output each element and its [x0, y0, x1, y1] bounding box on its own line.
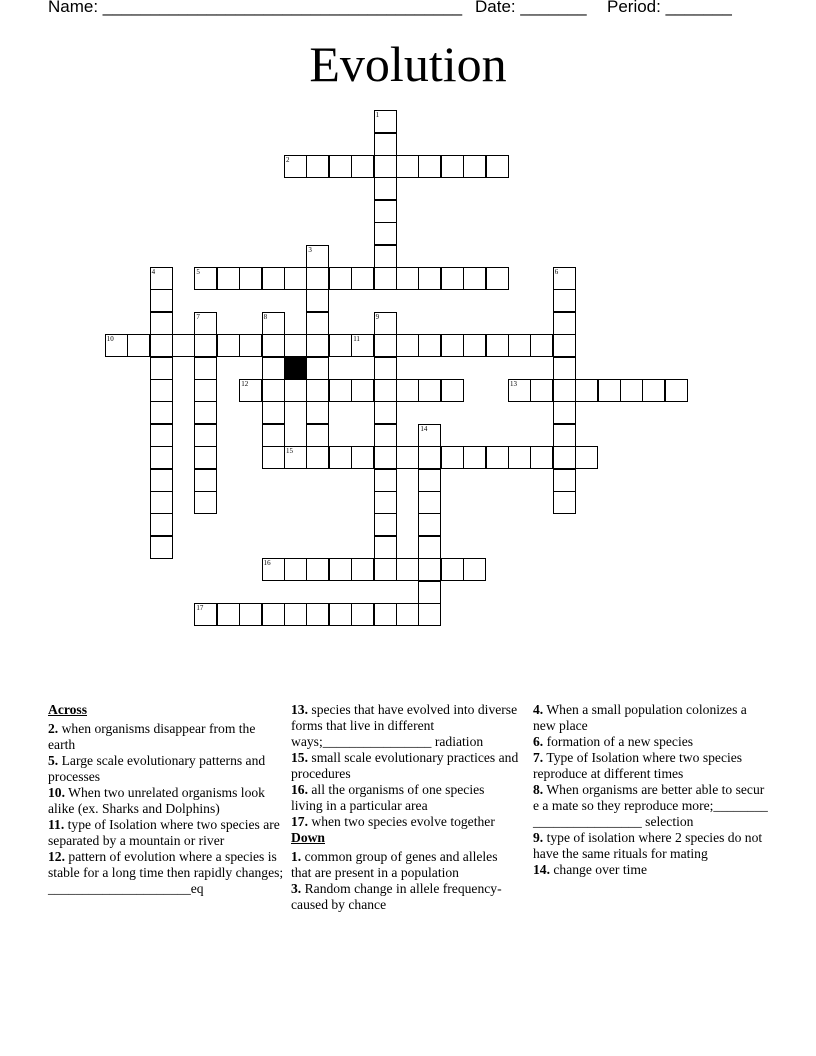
grid-cell[interactable]: [194, 312, 217, 335]
grid-cell[interactable]: [194, 379, 217, 402]
clue-down-4: [533, 702, 769, 734]
grid-cell[interactable]: [553, 469, 576, 492]
grid-cell[interactable]: [262, 603, 285, 626]
grid-cell[interactable]: [262, 379, 285, 402]
clue-number: 9.: [533, 830, 544, 845]
grid-cell[interactable]: [306, 334, 329, 357]
grid-cell[interactable]: [508, 446, 531, 469]
grid-cell[interactable]: [374, 379, 397, 402]
grid-cell[interactable]: [463, 334, 486, 357]
grid-cell[interactable]: [351, 267, 374, 290]
date-field[interactable]: Date: _______: [475, 0, 587, 16]
grid-cell[interactable]: [530, 334, 553, 357]
clue-across-5: [48, 753, 284, 785]
grid-cell[interactable]: [374, 603, 397, 626]
clue-text: When organisms are better able to secure a mate so they reproduce more;________________________ selection: [533, 782, 768, 829]
grid-cell[interactable]: [374, 312, 397, 335]
across-clues-column-2: [291, 702, 519, 913]
grid-cell[interactable]: [620, 379, 643, 402]
grid-cell[interactable]: [508, 334, 531, 357]
grid-cell[interactable]: [486, 155, 509, 178]
grid-cell[interactable]: [351, 558, 374, 581]
clue-number-label: 17: [196, 604, 204, 612]
grid-cell[interactable]: [441, 155, 464, 178]
grid-cell[interactable]: [262, 312, 285, 335]
clue-number-label: 6: [554, 268, 559, 276]
grid-cell[interactable]: [306, 379, 329, 402]
clue-text: pattern of evolution where a species is stable for a long time then rapidly changes;_____________________eq: [48, 849, 284, 896]
clue-text: change over time: [550, 862, 648, 877]
grid-cell[interactable]: [329, 446, 352, 469]
clue-number-label: 4: [151, 268, 156, 276]
clue-number: 7.: [533, 750, 544, 765]
grid-cell[interactable]: [418, 581, 441, 604]
clue-across-16: [291, 782, 519, 814]
grid-cell[interactable]: [463, 267, 486, 290]
clue-number-label: 8: [263, 312, 268, 321]
clue-text: type of Isolation where two species are separated by a mountain or river: [48, 817, 280, 848]
clue-text: When two unrelated organisms look alike (ex. Sharks and Dolphins): [48, 785, 265, 816]
clue-text: formation of a new species: [543, 734, 694, 749]
clue-number: 6.: [533, 734, 544, 749]
grid-cell[interactable]: [418, 513, 441, 536]
grid-cell[interactable]: [262, 401, 285, 424]
grid-cell[interactable]: [262, 558, 285, 581]
clue-across-10: [48, 785, 284, 817]
grid-cell[interactable]: [418, 558, 441, 581]
grid-cell[interactable]: [284, 155, 307, 178]
grid-cell[interactable]: [262, 357, 285, 380]
clue-across-17: [291, 814, 519, 830]
grid-cell[interactable]: [284, 267, 307, 290]
grid-cell[interactable]: [306, 401, 329, 424]
grid-cell[interactable]: [374, 513, 397, 536]
grid-cell[interactable]: [396, 267, 419, 290]
grid-cell[interactable]: [374, 222, 397, 245]
grid-cell[interactable]: [374, 446, 397, 469]
grid-cell[interactable]: [486, 267, 509, 290]
clue-across-2: [48, 721, 284, 753]
grid-cell[interactable]: [239, 267, 262, 290]
grid-cell[interactable]: [486, 446, 509, 469]
grid-cell[interactable]: [374, 334, 397, 357]
clue-number-label: 11: [353, 335, 360, 344]
grid-cell[interactable]: [284, 603, 307, 626]
grid-cell[interactable]: [463, 558, 486, 581]
grid-cell[interactable]: [239, 334, 262, 357]
grid-cell[interactable]: [553, 267, 576, 290]
clue-number: 4.: [533, 702, 544, 717]
black-cell: [284, 357, 307, 380]
grid-cell[interactable]: [374, 133, 397, 156]
clue-text: when organisms disappear from the earth: [48, 721, 256, 752]
grid-cell[interactable]: [351, 334, 374, 357]
grid-cell[interactable]: [396, 155, 419, 178]
clue-text: when two species evolve together: [308, 814, 495, 829]
grid-cell[interactable]: [553, 312, 576, 335]
grid-cell[interactable]: [150, 446, 173, 469]
grid-cell[interactable]: [441, 379, 464, 402]
grid-cell[interactable]: [150, 424, 173, 447]
clue-number-label: 1: [375, 111, 380, 120]
grid-cell[interactable]: [306, 312, 329, 335]
grid-cell[interactable]: [329, 379, 352, 402]
grid-cell[interactable]: [553, 446, 576, 469]
page-title: Evolution: [309, 36, 507, 92]
clue-across-15: [291, 750, 519, 782]
clue-number-label: 2: [286, 156, 290, 164]
grid-cell[interactable]: [217, 267, 240, 290]
grid-cell[interactable]: [418, 155, 441, 178]
grid-cell[interactable]: [284, 446, 307, 469]
down-clues-column: [533, 702, 769, 878]
down-heading: Down: [291, 830, 325, 845]
grid-cell[interactable]: [374, 245, 397, 268]
grid-cell[interactable]: [194, 334, 217, 357]
grid-cell[interactable]: [351, 603, 374, 626]
grid-cell[interactable]: [194, 401, 217, 424]
grid-cell[interactable]: [441, 334, 464, 357]
grid-cell[interactable]: [553, 401, 576, 424]
grid-cell[interactable]: [374, 491, 397, 514]
clue-number-label: 15: [286, 447, 293, 456]
grid-cell[interactable]: [374, 357, 397, 380]
clue-number-label: 7: [196, 312, 200, 321]
grid-cell[interactable]: [374, 558, 397, 581]
grid-cell[interactable]: [150, 267, 173, 290]
clue-down-6: [533, 734, 769, 750]
grid-cell[interactable]: [441, 446, 464, 469]
clue-text: species that have evolved into diverse forms that live in different ways;________________ radiation: [291, 702, 518, 749]
grid-cell[interactable]: [284, 334, 307, 357]
clue-down-1: [291, 849, 519, 881]
grid-cell[interactable]: [262, 267, 285, 290]
clue-number-label: 16: [263, 559, 271, 568]
grid-cell[interactable]: [127, 334, 150, 357]
grid-cell[interactable]: [329, 267, 352, 290]
clue-text: Type of Isolation where two species reproduce at different times: [533, 750, 743, 781]
grid-cell[interactable]: [598, 379, 621, 402]
grid-cell[interactable]: [217, 603, 240, 626]
grid-cell[interactable]: [374, 155, 397, 178]
grid-cell[interactable]: [306, 267, 329, 290]
clue-text: When a small population colonizes a new place: [533, 702, 747, 733]
grid-cell[interactable]: [194, 357, 217, 380]
grid-cell[interactable]: [329, 603, 352, 626]
grid-cell[interactable]: [306, 289, 329, 312]
grid-cell[interactable]: [105, 334, 128, 357]
grid-cell[interactable]: [306, 446, 329, 469]
grid-cell[interactable]: [374, 401, 397, 424]
grid-cell[interactable]: [374, 267, 397, 290]
clue-down-8: [533, 782, 769, 830]
grid-cell[interactable]: [508, 379, 531, 402]
clue-number: 3.: [291, 881, 302, 896]
grid-cell[interactable]: [396, 379, 419, 402]
grid-cell[interactable]: [553, 424, 576, 447]
clue-text: Random change in allele frequency- caused by chance: [291, 881, 502, 912]
grid-cell[interactable]: [172, 334, 195, 357]
grid-cell[interactable]: [530, 379, 553, 402]
across-clues-column: [48, 702, 284, 897]
clue-number-label: 14: [420, 424, 428, 433]
grid-cell[interactable]: [553, 289, 576, 312]
clue-number-label: 12: [241, 380, 249, 388]
grid-cell[interactable]: [441, 267, 464, 290]
clue-down-7: [533, 750, 769, 782]
grid-cell[interactable]: [553, 334, 576, 357]
grid-cell[interactable]: [418, 424, 441, 447]
grid-cell[interactable]: [306, 245, 329, 268]
clue-number: 10.: [48, 785, 65, 800]
grid-cell[interactable]: [150, 469, 173, 492]
grid-cell[interactable]: [396, 603, 419, 626]
grid-cell[interactable]: [194, 603, 217, 626]
grid-cell[interactable]: [150, 379, 173, 402]
grid-cell[interactable]: [418, 267, 441, 290]
grid-cell[interactable]: [553, 357, 576, 380]
grid-cell[interactable]: [262, 424, 285, 447]
grid-cell[interactable]: [150, 334, 173, 357]
clue-number: 14.: [533, 862, 550, 877]
grid-cell[interactable]: [374, 200, 397, 223]
grid-cell[interactable]: [306, 603, 329, 626]
clue-number: 1.: [291, 849, 302, 864]
grid-cell[interactable]: [396, 446, 419, 469]
grid-cell[interactable]: [396, 558, 419, 581]
grid-cell[interactable]: [418, 446, 441, 469]
grid-cell[interactable]: [306, 357, 329, 380]
clue-number: 15.: [291, 750, 308, 765]
grid-cell[interactable]: [530, 446, 553, 469]
across-heading: Across: [48, 702, 88, 717]
grid-cell[interactable]: [329, 334, 352, 357]
grid-cell[interactable]: [418, 379, 441, 402]
grid-cell[interactable]: [351, 446, 374, 469]
grid-cell[interactable]: [239, 379, 262, 402]
grid-cell[interactable]: [665, 379, 688, 402]
grid-cell[interactable]: [150, 312, 173, 335]
clue-text: common group of genes and alleles that are present in a population: [291, 849, 498, 880]
clue-number: 11.: [48, 817, 65, 832]
grid-cell[interactable]: [418, 536, 441, 559]
grid-cell[interactable]: [351, 155, 374, 178]
clue-number-label: 13: [510, 380, 517, 388]
grid-cell[interactable]: [374, 177, 397, 200]
grid-cell[interactable]: [194, 267, 217, 290]
clue-number: 13.: [291, 702, 308, 717]
grid-cell[interactable]: [329, 558, 352, 581]
clue-number: 5.: [48, 753, 59, 768]
grid-cell[interactable]: [150, 357, 173, 380]
grid-cell[interactable]: [396, 334, 419, 357]
clue-text: all the organisms of one species living in a particular area: [291, 782, 485, 813]
grid-cell[interactable]: [418, 491, 441, 514]
grid-cell[interactable]: [150, 491, 173, 514]
grid-cell[interactable]: [418, 469, 441, 492]
grid-cell[interactable]: [150, 289, 173, 312]
grid-cell[interactable]: [374, 424, 397, 447]
grid-cell[interactable]: [575, 379, 598, 402]
grid-cell[interactable]: [441, 558, 464, 581]
grid-cell[interactable]: [284, 558, 307, 581]
grid-cell[interactable]: [463, 446, 486, 469]
grid-cell[interactable]: [262, 334, 285, 357]
clue-number: 8.: [533, 782, 544, 797]
grid-cell[interactable]: [553, 491, 576, 514]
clue-down-9: [533, 830, 769, 862]
grid-cell[interactable]: [374, 536, 397, 559]
grid-cell[interactable]: [642, 379, 665, 402]
grid-cell[interactable]: [351, 379, 374, 402]
grid-cell[interactable]: [217, 334, 240, 357]
grid-cell[interactable]: [575, 446, 598, 469]
grid-cell[interactable]: [284, 379, 307, 402]
clue-number-label: 5: [196, 268, 200, 276]
clue-number: 16.: [291, 782, 308, 797]
clue-text: Large scale evolutionary patterns and processes: [48, 753, 266, 784]
grid-cell[interactable]: [306, 424, 329, 447]
grid-cell[interactable]: [239, 603, 262, 626]
grid-cell[interactable]: [463, 155, 486, 178]
grid-cell[interactable]: [194, 491, 217, 514]
grid-cell[interactable]: [150, 536, 173, 559]
clue-across-11: [48, 817, 284, 849]
grid-cell[interactable]: [194, 469, 217, 492]
clue-number-label: 10: [106, 335, 114, 344]
grid-cell[interactable]: [374, 469, 397, 492]
clue-number: 17.: [291, 814, 308, 829]
clue-number-label: 3: [308, 245, 312, 254]
grid-cell[interactable]: [262, 446, 285, 469]
grid-cell[interactable]: [486, 334, 509, 357]
clue-across-12: [48, 849, 284, 897]
clue-text: type of isolation where 2 species do not have the same rituals for mating: [533, 830, 763, 861]
clue-number-label: 9: [375, 312, 380, 321]
grid-cell[interactable]: [306, 155, 329, 178]
grid-cell[interactable]: [418, 603, 441, 626]
grid-cell[interactable]: [374, 110, 397, 133]
grid-cell[interactable]: [150, 513, 173, 536]
name-field[interactable]: Name: ______________________________________: [48, 0, 463, 16]
period-field[interactable]: Period: _______: [607, 0, 732, 16]
clue-down-14: [533, 862, 769, 878]
grid-cell[interactable]: [150, 401, 173, 424]
clue-down-3: [291, 881, 519, 913]
grid-cell[interactable]: [194, 424, 217, 447]
clue-text: small scale evolutionary practices and procedures: [291, 750, 519, 781]
clue-number: 2.: [48, 721, 59, 736]
grid-cell[interactable]: [306, 558, 329, 581]
clue-across-13: [291, 702, 519, 750]
grid-cell[interactable]: [418, 334, 441, 357]
clue-number: 12.: [48, 849, 65, 864]
grid-cell[interactable]: [329, 155, 352, 178]
grid-cell[interactable]: [553, 379, 576, 402]
grid-cell[interactable]: [194, 446, 217, 469]
